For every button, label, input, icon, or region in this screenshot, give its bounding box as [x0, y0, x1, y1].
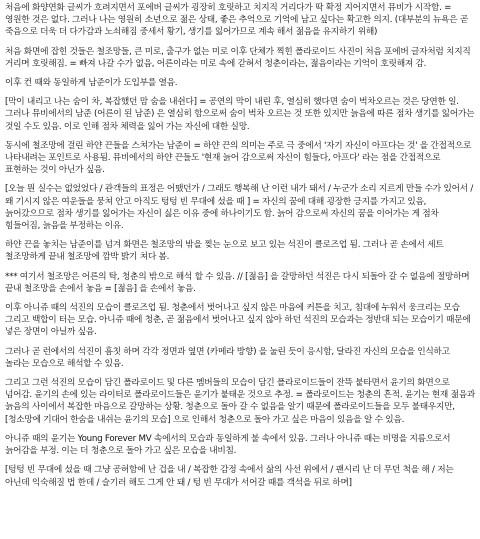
paragraph-maze-polaroid: 처음 화면에 잡힌 것들은 철조망들, 큰 미로, 출구가 없는 미로 이후 단체가 찍힌 폴라로이드 사진이 처음 포에버 글자처럼 치지직 거리며 호릿해짐. = 빠져 나갈 수가 없음, 어른이라는 미로 속에 갇혀서 청춘이라는, 젊음이라는 기억이 호릿해져 감. — [5, 46, 471, 69]
paragraph-white-strings: 동시에 철조망에 걸린 하얀 끈들을 스쳐가는 남준이 = 하얀 끈의 의미는 주로 극 중에서 '자기 자신이 아프다는 것' 을 간접적으로 나타내려는 포인트로 사용됨. 뮤비에서의 하얀 끈들도 '현재 늙어 감으로써 자신이 힘들다, 아프다' 라는 점을 간접적으로 표현하는 것이 아닌가 싶음. — [5, 140, 472, 176]
paragraph-intro-title-glitch: 처음에 화양연화 글씨가 흐려지면서 포에버 글씨가 굉장히 호릿하고 치지직 거리다가 딱 확정 지어지면서 뮤비가 시작함. = 영원한 것은 없다. 그러나 나는 영원히 소년으로 젊은 상태, 좋은 추억으로 기억에 남고 싶다는 확고한 의지. (대부분의 뉴욕은 곧 죽음으로 더욱 더 다가감과 노쇠해짐 중세서 황기, 생기를 잃어가므로 계속 해서 젊음을 유지하기 위해) — [5, 3, 468, 38]
paragraph-jin-closeup: 하얀 끈을 놓치는 남준이를 넘겨 화면은 철조망의 밖을 찢는 눈으로 보고 있는 석진이 클로즈업 됨. 그러나 곧 손에서 세트 철조망하게 끝내 철조망에 깜박 밝기 쳐다 봄. — [5, 240, 444, 263]
paragraph-barbed-wire-note: *** 여기서 철조망은 어른의 탁, 청춘의 밖으로 해석 할 수 있음. // [젊음] 을 갈망하던 석진은 다시 되돌아 갈 수 없음에 절망하며 끝내 철조망을 손에서 놓음 = [젊음] 을 손에서 놓음. — [5, 271, 470, 294]
paragraph-yoongi-fire: 아니쥬 때의 윤기는 Young Forever MV 속에서의 모습과 동일하게 불 속에서 있음. 그러나 아니쥬 때는 비명을 지름으로서 늙어감을 부정. 이는 더 청춘으로 돌아 가고 싶은 모습을 내비침. — [5, 433, 451, 457]
paragraph-yoongi-polaroids: 그리고 그런 석진의 모습이 담긴 폴라로이드 및 다른 멤버들의 모습이 담긴 폴라로이드들이 잔뜩 붙타면서 윤기의 화면으로 넘어감. 윤기의 손에 있는 라이터로 폴라로이드들은 윤기가 붙태운 것으로 추정. = 폴라로이드는 청춘의 흔적. 윤기는 현재 젊음과 늙음의 사이에서 복잡한 마음으로 갈망하는 상황. 청춘으로 돌아 갈 수 없음을 알기 때문에 폴라로이드들을 모두 불태우지만, [청소망에 기대어 한숨을 내쉬는 윤기의 모습] 으로 인해서 청춘으로 돌아 가고 싶은 마음이 있음을 알 수 있음. — [5, 378, 475, 425]
paragraph-lyrics-curtain: [막이 내리고 나는 숨이 차, 복잡했던 맘 숨을 내쉰다] = 공연의 막이 내린 후, 열심히 했다면 숨이 벅차오르는 것은 당연한 일. 그러나 뮤비에서의 남준 (어른이 된 남준) 은 열심히 함으로써 숨이 벅차 오르는 것 또한 있지만 늙음에 따른 점차 생기를 잃어가는 것일 수도 있음. 이로 인해 점차 체력을 잃어 가는 자신에 대한 실망. — [5, 97, 475, 132]
paragraph-lyrics-mistakes: [오늘 뭔 실수는 없었었다 / 관객들의 표정은 어땠던가 / 그래도 행복해 난 이런 내가 돼서 / 누군가 소리 지르게 만들 수가 있어서 / 왜 기시지 않은 여운들을 뭉쳐 안고 아직도 텅텅 빈 무대에 섰을 때 ] = 자신의 꿈에 대해 굉장한 긍지를 가지고 있음, 늙어갔으므로 점차 생기를 잃어가는 자신이 싫은 이유 중에 하나이기도 함. 늙어 감으로써 자신의 꿈을 이어가는 게 점차 힘들어짐, 늙음을 부정하는 이유. — [5, 184, 474, 232]
paragraph-lyrics-empty-stage: [텅텅 빈 무대에 섰을 때 그냥 공허함에 난 겁을 내 / 복잡한 감정 속에서 삶의 사선 위에서 / 괜시리 난 더 무던 척을 해 / 저는 아닌데 익숙해질 법 한데 / 슬기러 해도 그게 안 돼 / 텅 빈 무대가 서어갈 때를 객석을 뒤로 하며] — [5, 465, 454, 488]
paragraph-jin-curtain: 이후 아니쥬 때의 석진의 모습이 클로즈업 됨. 청춘에서 벗어나고 싶지 않은 마음에 커튼을 치고, 침대에 누워서 웅크리는 모습 그리고 백합이 터는 모습. 아니쥬 때에 청춘, 곧 젊음에서 벗어나고 싶지 않아 하던 석진의 모습과는 정반대 되는 모습이기 때문에 넣은 장면이 아닐까 싶음. — [5, 303, 471, 338]
paragraph-jin-run: 그러나 곧 런에서의 석진이 흠칫 하며 각각 정면과 옆면 (카메라 방향) 을 눌린 듯이 응시함, 달라진 자신의 모습을 인식하고 놀라는 모습으로 해석할 수 있음. — [5, 346, 450, 369]
paragraph-namjoon-intro: 이후 컨 때와 동일하게 남준이가 도입부를 열음. — [5, 78, 178, 89]
